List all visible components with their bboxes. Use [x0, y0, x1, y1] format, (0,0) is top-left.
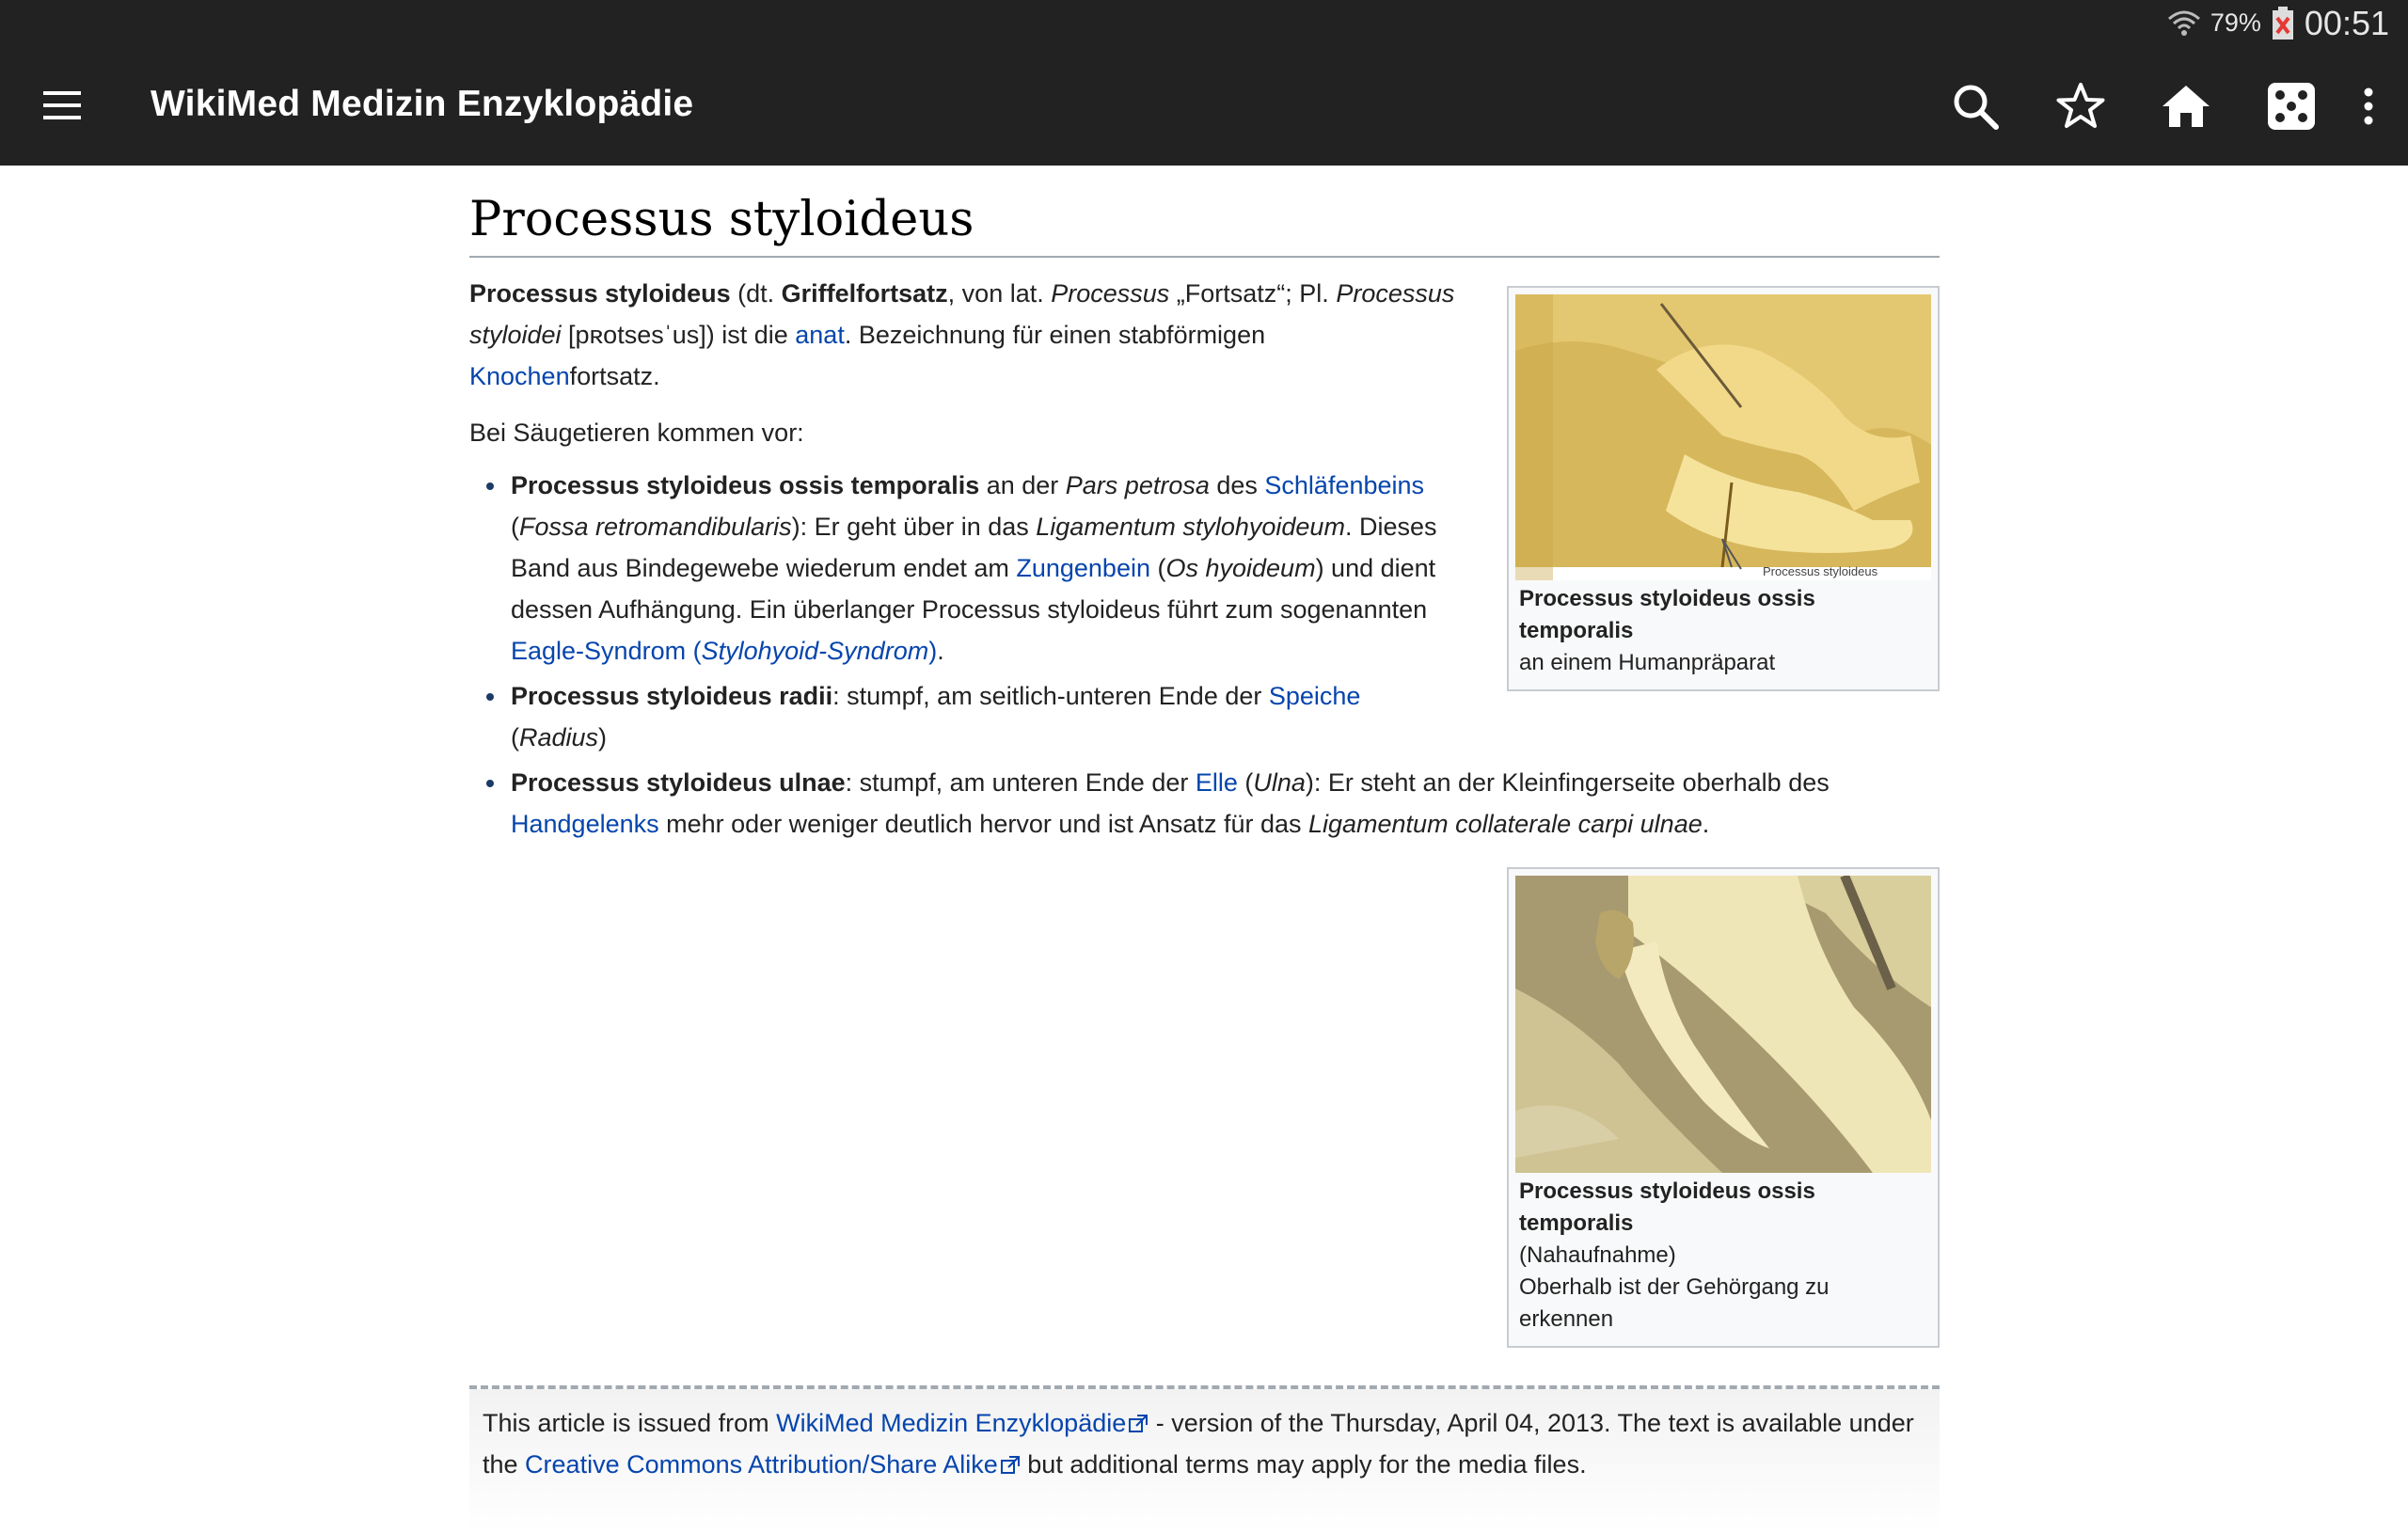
figure-closeup-caption-line3: Oberhalb ist der Gehörgang zu erkennen	[1519, 1273, 1830, 1332]
text: des	[1209, 470, 1265, 499]
figure-closeup	[1507, 867, 1940, 1348]
intro-bold-term: Processus styloideus	[469, 278, 731, 308]
status-bar	[0, 0, 2408, 46]
text: (	[1237, 767, 1254, 797]
article-content	[469, 166, 1940, 1505]
footer-link-text: WikiMed Medizin Enzyklopädie	[776, 1408, 1127, 1437]
closeup-image[interactable]	[1515, 876, 1931, 1173]
figure-closeup-caption-title: Processus styloideus ossis temporalis	[1519, 1178, 1815, 1236]
app-bar-actions	[1908, 46, 2408, 166]
text: : stumpf, am unteren Ende der	[845, 767, 1196, 797]
text: .	[937, 636, 944, 665]
app-bar	[0, 46, 2408, 166]
link-zungenbein[interactable]: Zungenbein	[1016, 553, 1150, 582]
list-item-term: Processus styloideus ossis temporalis	[511, 470, 980, 499]
figure-skull-caption-text: an einem Humanpräparat	[1519, 649, 1776, 675]
text: fortsatz.	[569, 361, 660, 390]
link-knochen[interactable]: Knochen	[469, 361, 570, 390]
link-handgelenks[interactable]: Handgelenks	[511, 809, 659, 838]
footer-text: - version of the Thursday, April 04, 2013. The text is available under the	[483, 1408, 1914, 1479]
text-italic: Os hyoideum	[1165, 553, 1316, 582]
text: , von lat.	[947, 278, 1052, 308]
article-body	[469, 273, 1940, 1534]
app-title: WikiMed Medizin Enzyklopädie	[150, 84, 694, 124]
text: ) und dient dessen Aufhängung. Ein überlanger Processus styloideus führt zum sogenannten	[511, 553, 1436, 624]
battery-percent: 79%	[2210, 8, 2261, 37]
status-time: 00:51	[2304, 3, 2389, 42]
link-elle[interactable]: Elle	[1195, 767, 1238, 797]
saeuger-paragraph: Bei Säugetieren kommen vor:	[469, 418, 804, 447]
text: : stumpf, am seitlich-unteren Ende der	[832, 681, 1269, 710]
dice-icon[interactable]	[2254, 69, 2329, 144]
text: (	[511, 512, 519, 541]
footer-link-license[interactable]	[525, 1450, 1021, 1479]
text: [pʀotsesˈus]) ist die	[561, 320, 796, 349]
text-italic: Ulna	[1253, 767, 1306, 797]
list-item-term: Processus styloideus ulnae	[511, 767, 846, 797]
text: .	[1702, 809, 1710, 838]
skull-image-label: Processus styloideus	[1763, 563, 1878, 578]
text: (dt.	[730, 278, 782, 308]
text-italic: Pars petrosa	[1065, 470, 1210, 499]
figure-closeup-caption	[1515, 1173, 1931, 1339]
list-item-term: Processus styloideus radii	[511, 681, 833, 710]
link-text: Eagle-Syndrom (	[511, 636, 702, 665]
text: (	[511, 722, 519, 751]
list-item	[511, 762, 1940, 845]
article-footer	[469, 1385, 1940, 1534]
footer-link-wikimed[interactable]	[776, 1409, 1149, 1437]
external-link-icon	[1128, 1414, 1149, 1434]
text-italic: Processus styloidei	[469, 278, 1455, 349]
list-item	[511, 675, 1940, 758]
text: . Bezeichnung für einen stabförmigen	[844, 320, 1266, 349]
link-anat[interactable]: anat	[795, 320, 845, 349]
link-text: )	[928, 636, 938, 665]
text-italic: Ligamentum stylohyoideum	[1036, 512, 1345, 541]
text-italic: Ligamentum collaterale carpi ulnae	[1307, 809, 1703, 838]
home-icon[interactable]	[2148, 69, 2224, 144]
star-icon[interactable]	[2043, 69, 2118, 144]
text-italic: Radius	[519, 722, 599, 751]
figure-skull-caption-title: Processus styloideus ossis temporalis	[1519, 585, 1815, 643]
text: ): Er steht an der Kleinfingerseite oberhalb des	[1305, 767, 1830, 797]
list-item	[511, 465, 1940, 672]
text: „Fortsatz“; Pl.	[1169, 278, 1337, 308]
styloideus-list	[469, 465, 1940, 845]
text: )	[598, 722, 608, 751]
text-italic: Fossa retromandibularis	[519, 512, 792, 541]
text: (	[1149, 553, 1166, 582]
intro-bold-german: Griffelfortsatz	[781, 278, 948, 308]
footer-link-text: Creative Commons Attribution/Share Alike	[525, 1449, 998, 1479]
link-speiche[interactable]: Speiche	[1268, 681, 1361, 710]
footer-text: This article is issued from	[483, 1408, 777, 1437]
link-text-italic: Stylohyoid-Syndrom	[701, 636, 929, 665]
menu-icon[interactable]	[43, 84, 92, 127]
page-title: Processus styloideus	[469, 190, 1940, 258]
footer-text: but additional terms may apply for the media files.	[1020, 1449, 1587, 1479]
text-italic: Processus	[1051, 278, 1170, 308]
text: an der	[979, 470, 1066, 499]
search-icon[interactable]	[1938, 69, 2013, 144]
wifi-icon	[2167, 8, 2201, 40]
more-vert-icon[interactable]	[2350, 69, 2387, 144]
external-link-icon	[1000, 1455, 1021, 1476]
link-schlaefenbeins[interactable]: Schläfenbeins	[1264, 470, 1425, 499]
battery-icon	[2271, 7, 2295, 40]
text: . Dieses Band aus Bindegewebe wiederum endet am	[511, 512, 1437, 582]
text: mehr oder weniger deutlich hervor und ist Ansatz für das	[658, 809, 1308, 838]
text: ): Er geht über in das	[791, 512, 1037, 541]
link-eagle-syndrom[interactable]	[511, 637, 937, 665]
figure-closeup-caption-line2: (Nahaufnahme)	[1519, 1241, 1676, 1268]
